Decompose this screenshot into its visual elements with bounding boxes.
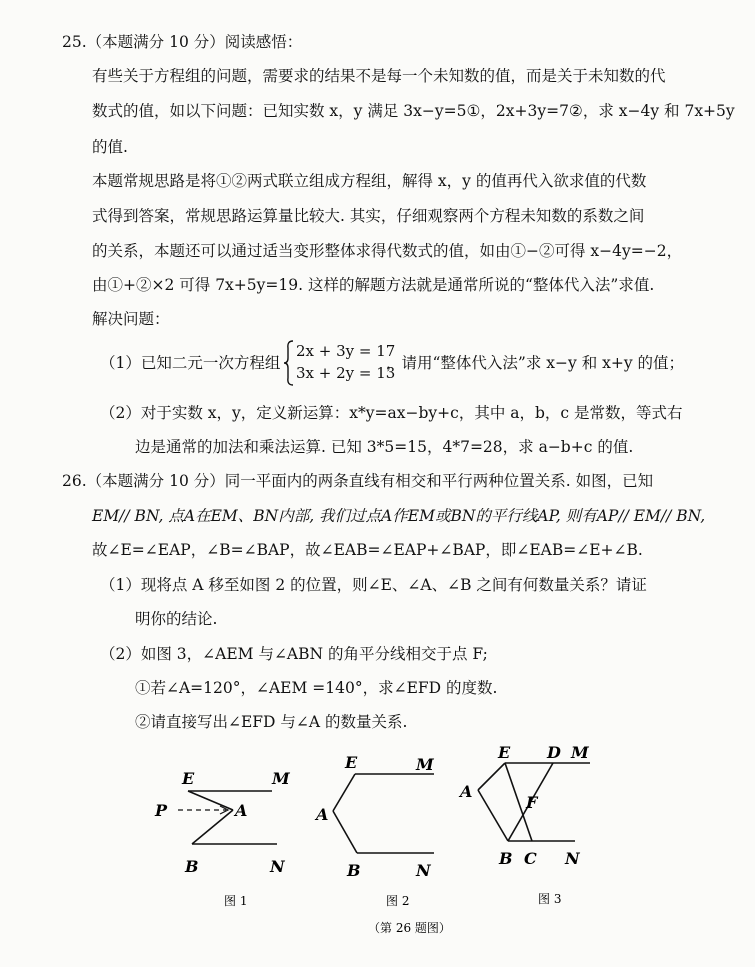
fig3-label-N: N — [565, 849, 580, 868]
q26-line-8: ②请直接写出∠EFD 与∠A 的数量关系. — [135, 713, 408, 731]
fig2-label-B: B — [347, 861, 361, 880]
fig3-label-M: M — [571, 743, 589, 762]
q26-line-7: ①若∠A=120°，∠AEM =140°，求∠EFD 的度数. — [135, 679, 498, 697]
figure-2 — [333, 774, 434, 853]
q25-part1-prefix: （1）已知二元一次方程组 — [100, 354, 281, 372]
figure-1 — [178, 791, 277, 844]
fig3-label-F: F — [526, 793, 538, 812]
fig3-label-C: C — [524, 849, 537, 868]
fig2-label-N: N — [416, 861, 431, 880]
fig1-caption: 图 1 — [224, 894, 248, 908]
q25-part2-line1: （2）对于实数 x，y，定义新运算：x*y=ax−by+c，其中 a，b，c 是常数，等式右 — [100, 404, 683, 422]
q26-line-4: （1）现将点 A 移至如图 2 的位置，则∠E、∠A、∠B 之间有何数量关系？请证 — [100, 576, 647, 594]
equation-2: 3x + 2y = 13 — [296, 364, 396, 382]
q25-line-4: 本题常规思路是将①②两式联立组成方程组，解得 x，y 的值再代入欲求值的代数 — [92, 172, 647, 190]
fig3-label-E: E — [498, 743, 511, 762]
fig2-caption: 图 2 — [386, 894, 410, 908]
q25-line-5: 式得到答案，常规思路运算量比较大. 其实，仔细观察两个方程未知数的系数之间 — [92, 207, 645, 225]
q25-part1-suffix: ，请用“整体代入法”求 x−y 和 x+y 的值； — [386, 354, 685, 372]
q25-line-2: 数式的值，如以下问题：已知实数 x，y 满足 3x−y=5①，2x+3y=7②，求 x−4y 和 7x+5y — [92, 102, 735, 120]
q25-part2-line2: 边是通常的加法和乘法运算. 已知 3*5=15，4*7=28，求 a−b+c 的值. — [135, 438, 634, 456]
fig1-label-M: M — [272, 769, 290, 788]
figure-caption: （第 26 题图） — [368, 921, 451, 935]
q26-line-3: 故∠E=∠EAP，∠B=∠BAP，故∠EAB=∠EAP+∠BAP，即∠EAB=∠E+∠B. — [92, 541, 643, 559]
fig3-caption: 图 3 — [538, 892, 562, 906]
q25-header: 25.（本题满分 10 分）阅读感悟： — [62, 33, 303, 51]
q26-line-6: （2）如图 3，∠AEM 与∠ABN 的角平分线相交于点 F; — [100, 645, 488, 663]
fig3-label-A: A — [460, 782, 473, 801]
fig2-label-A: A — [316, 805, 329, 824]
fig3-label-D: D — [547, 743, 561, 762]
q25-line-8: 解决问题： — [92, 310, 170, 328]
fig1-label-B: B — [185, 857, 199, 876]
q25-line-1: 有些关于方程组的问题，需要求的结果不是每一个未知数的值，而是关于未知数的代 — [92, 67, 666, 85]
fig1-label-A: A — [235, 801, 248, 820]
fig1-label-P: P — [155, 801, 168, 820]
fig2-label-E: E — [345, 753, 358, 772]
q26-line-1: 26.（本题满分 10 分）同一平面内的两条直线有相交和平行两种位置关系. 如图，已知 — [62, 472, 654, 490]
q26-line-5: 明你的结论. — [135, 610, 218, 628]
fig2-label-M: M — [416, 755, 434, 774]
q26-line-2: EM// BN, 点A在EM、BN内部, 我们过点A作EM或BN的平行线AP, 则有AP// EM// BN, — [92, 507, 706, 525]
fig1-label-N: N — [270, 857, 285, 876]
fig3-label-B: B — [499, 849, 513, 868]
fig1-label-E: E — [182, 769, 195, 788]
q25-line-6: 的关系，本题还可以通过适当变形整体求得代数式的值，如由①−②可得 x−4y=−2， — [92, 242, 683, 260]
q25-line-3: 的值. — [92, 138, 128, 156]
q25-line-7: 由①+②×2 可得 7x+5y=19. 这样的解题方法就是通常所说的“整体代入法”求值. — [92, 276, 655, 294]
equation-1: 2x + 3y = 17 — [296, 342, 396, 360]
